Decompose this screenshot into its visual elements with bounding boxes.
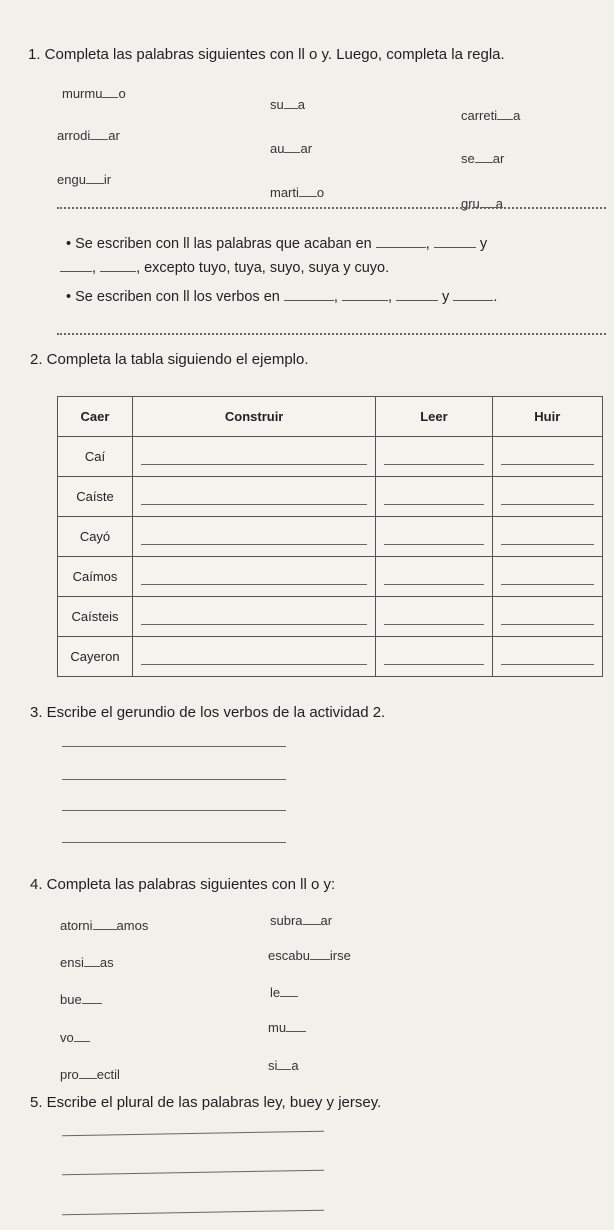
rule-blank[interactable]	[396, 299, 438, 301]
answer-cell[interactable]	[133, 637, 376, 677]
answer-cell[interactable]	[133, 517, 376, 557]
conjugation-table	[57, 396, 603, 677]
fill-word-s4-5[interactable]: bue	[60, 992, 102, 1007]
answer-line[interactable]	[62, 779, 286, 780]
answer-cell[interactable]	[492, 637, 602, 677]
section-2-title: 2. Completa la tabla siguiendo el ejemplo.	[30, 351, 309, 368]
fill-word-5[interactable]: au ar	[270, 141, 313, 156]
answer-cell[interactable]	[376, 477, 492, 517]
rule-blank[interactable]	[100, 270, 136, 272]
rule-blank[interactable]	[342, 299, 388, 301]
row-label: Caíste	[58, 477, 133, 517]
rule-blank[interactable]	[284, 299, 334, 301]
fill-word-2[interactable]: su a	[270, 97, 305, 112]
header-huir: Huir	[492, 397, 602, 437]
rule-1-line-1: • Se escriben con ll las palabras que acaban en , y	[66, 236, 488, 252]
table-row	[58, 557, 603, 597]
header-caer: Caer	[58, 397, 133, 437]
fill-word-s4-8[interactable]: mu	[268, 1020, 306, 1035]
bullet-icon: •	[66, 236, 72, 252]
bullet-icon: •	[66, 289, 72, 305]
table-row	[58, 477, 603, 517]
answer-line[interactable]	[62, 1131, 324, 1137]
fill-word-s4-10[interactable]: si a	[268, 1058, 299, 1073]
rule-blank[interactable]	[453, 299, 493, 301]
answer-cell[interactable]	[492, 437, 602, 477]
fill-word-s4-1[interactable]: atorni amos	[60, 918, 149, 933]
table-row	[58, 597, 603, 637]
answer-cell[interactable]	[133, 477, 376, 517]
answer-cell[interactable]	[133, 557, 376, 597]
answer-cell[interactable]	[133, 597, 376, 637]
fill-word-s4-3[interactable]: ensi as	[60, 955, 114, 970]
header-leer: Leer	[376, 397, 492, 437]
section-5-title: 5. Escribe el plural de las palabras ley, buey y jersey.	[30, 1094, 382, 1111]
table-row	[58, 437, 603, 477]
section-1-title: 1. Completa las palabras siguientes con ll o y. Luego, completa la regla.	[28, 46, 505, 63]
section-4-title: 4. Completa las palabras siguientes con ll o y:	[30, 876, 336, 893]
fill-word-7[interactable]: engu ir	[57, 172, 112, 187]
rule-blank[interactable]	[60, 270, 92, 272]
answer-cell[interactable]	[492, 477, 602, 517]
fill-word-s4-4[interactable]: escabu irse	[268, 948, 351, 963]
answer-cell[interactable]	[376, 597, 492, 637]
answer-cell[interactable]	[376, 557, 492, 597]
answer-line[interactable]	[62, 810, 286, 811]
row-label: Cayeron	[58, 637, 133, 677]
answer-cell[interactable]	[492, 517, 602, 557]
fill-word-6[interactable]: se ar	[461, 151, 505, 166]
fill-word-1[interactable]: murmu o	[62, 86, 126, 101]
answer-line[interactable]	[62, 746, 286, 747]
row-label: Caísteis	[58, 597, 133, 637]
table-header-row	[58, 397, 603, 437]
rule-2: • Se escriben con ll los verbos en , , y .	[66, 289, 498, 305]
fill-word-9[interactable]: gru a	[461, 196, 504, 211]
rule-1-line-2: , , excepto tuyo, tuya, suyo, suya y cuyo.	[60, 260, 389, 276]
fill-word-s4-9[interactable]: pro ectil	[60, 1067, 120, 1082]
answer-line[interactable]	[62, 842, 286, 843]
answer-cell[interactable]	[492, 597, 602, 637]
row-label: Caí	[58, 437, 133, 477]
answer-cell[interactable]	[376, 637, 492, 677]
answer-cell[interactable]	[492, 557, 602, 597]
rule-blank[interactable]	[376, 246, 426, 248]
fill-word-4[interactable]: arrodi ar	[57, 128, 120, 143]
row-label: Cayó	[58, 517, 133, 557]
table-row	[58, 637, 603, 677]
table-row	[58, 517, 603, 557]
fill-word-8[interactable]: marti o	[270, 185, 325, 200]
section-3-title: 3. Escribe el gerundio de los verbos de la actividad 2.	[30, 704, 386, 721]
header-construir: Construir	[133, 397, 376, 437]
fill-word-s4-7[interactable]: vo	[60, 1030, 90, 1045]
answer-cell[interactable]	[376, 517, 492, 557]
fill-word-s4-6[interactable]: le	[270, 985, 298, 1000]
row-label: Caímos	[58, 557, 133, 597]
answer-line[interactable]	[62, 1170, 324, 1176]
rule-blank[interactable]	[434, 246, 476, 248]
answer-cell[interactable]	[133, 437, 376, 477]
answer-cell[interactable]	[376, 437, 492, 477]
fill-word-3[interactable]: carreti a	[461, 108, 521, 123]
answer-line[interactable]	[62, 1210, 324, 1216]
fill-word-s4-2[interactable]: subra ar	[270, 913, 333, 928]
